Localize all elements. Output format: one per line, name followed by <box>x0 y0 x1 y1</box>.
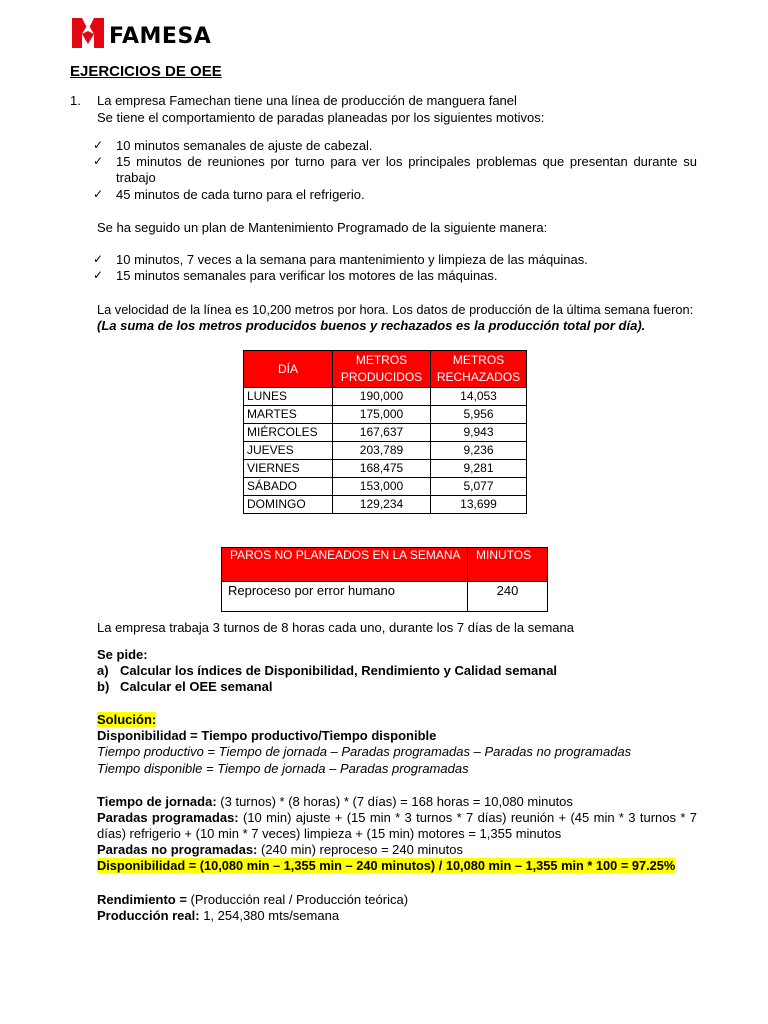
rejected-cell: 5,077 <box>431 478 527 496</box>
shifts-text: La empresa trabaja 3 turnos de 8 horas cada uno, durante los 7 días de la semana <box>97 620 574 635</box>
day-cell: SÁBADO <box>244 478 333 496</box>
table-row <box>222 582 548 612</box>
planned-stops-line-2: días) refrigerio + (10 min * 7 veces) limpieza + (15 min) motores = 1,355 minutos <box>97 826 562 841</box>
unplanned-value: (240 min) reproceso = 240 minutos <box>257 842 463 857</box>
solution-label: Solución: <box>97 712 157 727</box>
famesa-logo-mark-icon <box>72 18 104 48</box>
real-production-label: Producción real: <box>97 908 200 923</box>
column-header-produced <box>333 351 431 388</box>
header-line: METROS <box>452 353 505 367</box>
produced-cell: 153,000 <box>333 478 431 496</box>
performance-label: Rendimiento = <box>97 892 187 907</box>
table-row <box>244 388 527 406</box>
rejected-cell: 14,053 <box>431 388 527 406</box>
rejected-cell: 5,956 <box>431 406 527 424</box>
produced-cell: 167,637 <box>333 424 431 442</box>
table-row <box>244 442 527 460</box>
availability-formula: Disponibilidad = Tiempo productivo/Tiempo disponible <box>97 728 437 743</box>
productive-time-formula: Tiempo productivo = Tiempo de jornada – Paradas programadas – Paradas no programadas <box>97 744 632 759</box>
unplanned-stops-table <box>221 547 548 612</box>
performance-value: (Producción real / Producción teórica) <box>186 892 409 907</box>
table-row <box>244 406 527 424</box>
checkmark-icon: ✓ <box>93 154 104 168</box>
table-row <box>244 478 527 496</box>
produced-cell: 129,234 <box>333 496 431 514</box>
planned-stop-item-continued: trabajo <box>116 170 156 185</box>
planned-label: Paradas programadas: <box>97 810 239 825</box>
intro-line-1: La empresa Famechan tiene una línea de producción de manguera fanel <box>97 93 517 108</box>
day-cell: MIÉRCOLES <box>244 424 333 442</box>
real-production-line <box>97 908 339 924</box>
performance-line <box>97 892 408 908</box>
workday-line <box>97 794 573 810</box>
checkmark-icon: ✓ <box>93 138 104 152</box>
rejected-cell: 9,236 <box>431 442 527 460</box>
page-title: EJERCICIOS DE OEE <box>70 63 222 80</box>
produced-cell: 203,789 <box>333 442 431 460</box>
column-header-stops: PAROS NO PLANEADOS EN LA SEMANA <box>222 548 468 582</box>
ask-item: Calcular el OEE semanal <box>120 679 273 694</box>
day-cell: JUEVES <box>244 442 333 460</box>
logo-text: FAMESA <box>109 24 212 49</box>
table-row <box>244 424 527 442</box>
checkmark-icon: ✓ <box>93 252 104 266</box>
workday-value: (3 turnos) * (8 horas) * (7 días) = 168 horas = 10,080 minutos <box>216 794 573 809</box>
checkmark-icon: ✓ <box>93 187 104 201</box>
header-line: METROS <box>355 353 408 367</box>
column-header-day: DÍA <box>244 351 333 388</box>
rejected-cell: 9,943 <box>431 424 527 442</box>
planned-stop-item: 15 minutos de reuniones por turno para ver los principales problemas que presentan durante su <box>116 154 697 169</box>
real-production-value: 1, 254,380 mts/semana <box>199 908 340 923</box>
checkmark-icon: ✓ <box>93 268 104 282</box>
production-table <box>243 350 527 514</box>
stops-table-header <box>222 548 548 582</box>
produced-cell: 175,000 <box>333 406 431 424</box>
produced-cell: 168,475 <box>333 460 431 478</box>
ask-marker: a) <box>97 663 109 678</box>
day-cell: LUNES <box>244 388 333 406</box>
maintenance-item: 15 minutos semanales para verificar los motores de las máquinas. <box>116 268 498 283</box>
planned-stop-item: 10 minutos semanales de ajuste de cabezal. <box>116 138 373 153</box>
workday-label: Tiempo de jornada: <box>97 794 217 809</box>
produced-cell: 190,000 <box>333 388 431 406</box>
available-time-formula: Tiempo disponible = Tiempo de jornada – Paradas programadas <box>97 761 469 776</box>
production-table-header <box>244 351 527 388</box>
maintenance-item: 10 minutos, 7 veces a la semana para mantenimiento y limpieza de las máquinas. <box>116 252 588 267</box>
item-number: 1. <box>70 93 81 108</box>
stop-reason-cell: Reproceso por error humano <box>222 582 468 612</box>
planned-value: (10 min) ajuste + (15 min * 3 turnos * 7 días) reunión + (45 min * 3 turnos * 7 <box>238 810 697 825</box>
rejected-cell: 9,281 <box>431 460 527 478</box>
day-cell: DOMINGO <box>244 496 333 514</box>
column-header-rejected <box>431 351 527 388</box>
day-cell: MARTES <box>244 406 333 424</box>
availability-result: Disponibilidad = (10,080 min – 1,355 min – 240 minutos) / 10,080 min – 1,355 min * 100 = 97.25% <box>97 858 676 873</box>
planned-stop-item: 45 minutos de cada turno para el refrigerio. <box>116 187 365 202</box>
speed-text: La velocidad de la línea es 10,200 metros por hora. Los datos de producción de la última semana fueron: <box>97 302 694 317</box>
ask-item: Calcular los índices de Disponibilidad, Rendimiento y Calidad semanal <box>120 663 558 678</box>
header-line: PRODUCIDOS <box>340 370 423 384</box>
maintenance-intro: Se ha seguido un plan de Mantenimiento Programado de la siguiente manera: <box>97 220 548 235</box>
header-line: RECHAZADOS <box>436 370 521 384</box>
intro-line-2: Se tiene el comportamiento de paradas planeadas por los siguientes motivos: <box>97 110 545 125</box>
ask-marker: b) <box>97 679 110 694</box>
rejected-cell: 13,699 <box>431 496 527 514</box>
table-row <box>244 460 527 478</box>
table-row <box>244 496 527 514</box>
column-header-minutes: MINUTOS <box>468 548 548 582</box>
planned-stops-line <box>97 810 697 826</box>
asks-label: Se pide: <box>97 647 148 662</box>
day-cell: VIERNES <box>244 460 333 478</box>
stop-minutes-cell: 240 <box>468 582 548 612</box>
speed-note: (La suma de los metros producidos buenos y rechazados es la producción total por día). <box>97 318 646 333</box>
unplanned-label: Paradas no programadas: <box>97 842 258 857</box>
unplanned-stops-line <box>97 842 463 858</box>
